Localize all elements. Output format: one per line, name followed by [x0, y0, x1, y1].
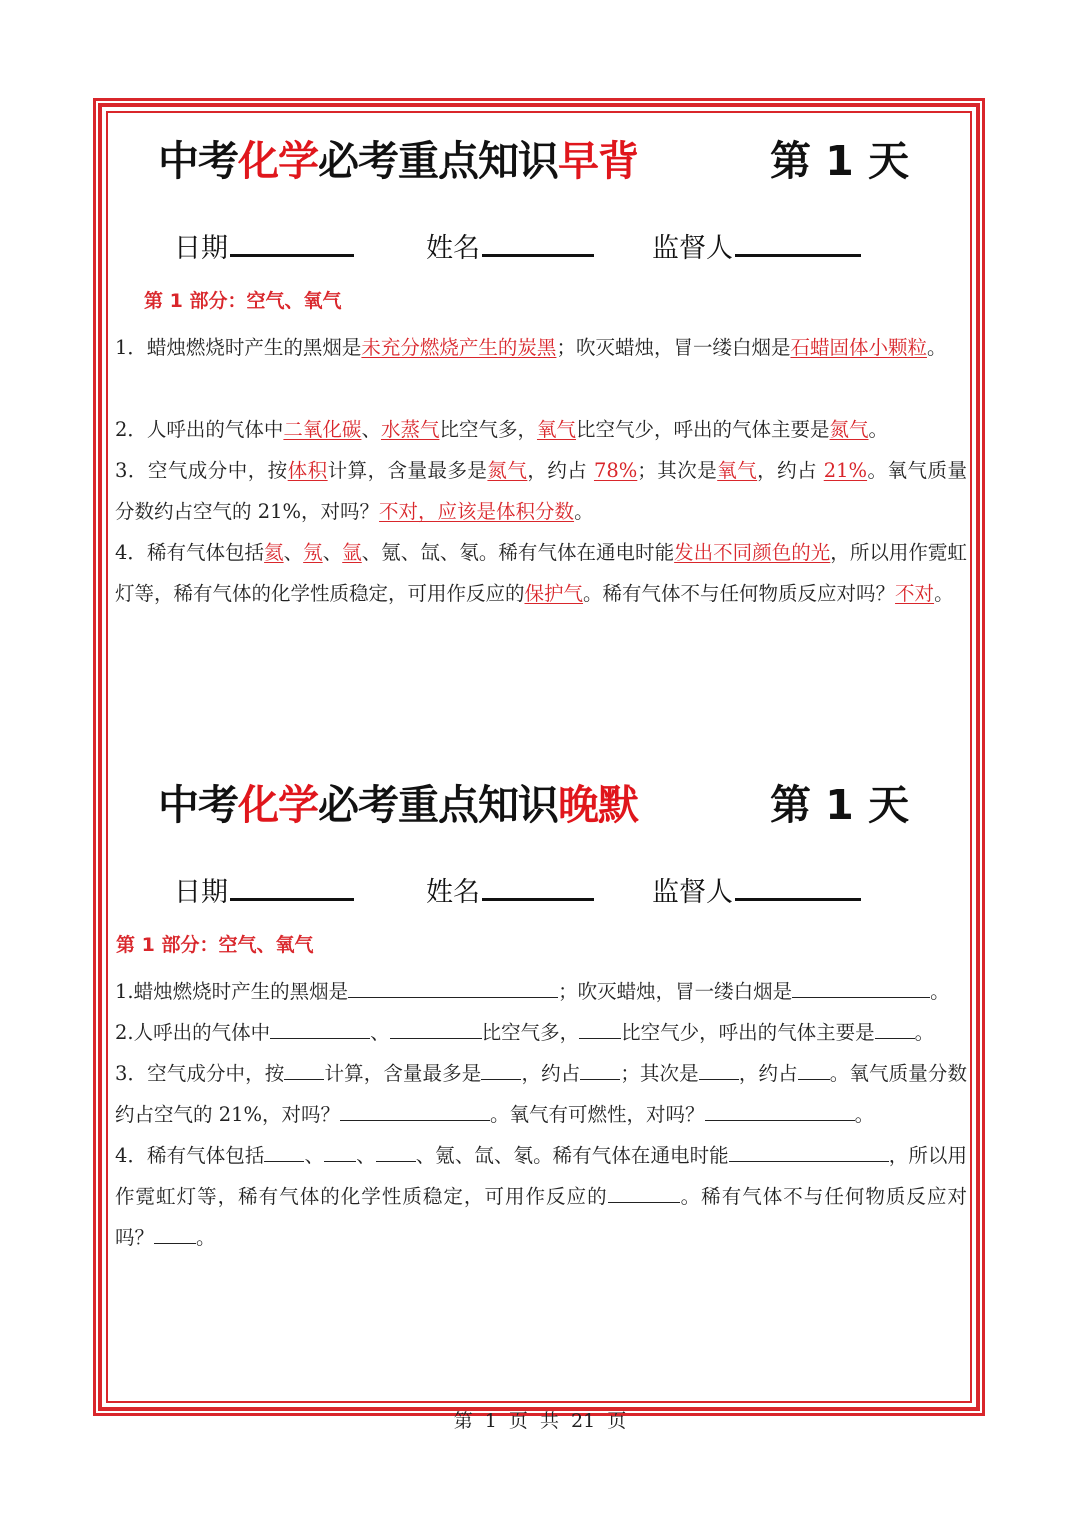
answer-blank[interactable] [390, 1020, 482, 1039]
morning-q3: 3．空气成分中，按体积计算，含量最多是氮气，约占 78%；其次是氧气，约占 21%。氧气质量分数约占空气的 21%，对吗？不对，应该是体积分数。 [115, 459, 967, 523]
morning-section-heading: 第 1 部分：空气、氧气 [144, 290, 342, 312]
evening-q4: 4．稀有气体包括 、 、 、氪、氙、氡。稀有气体在通电时能 ，所以用作霓虹灯等，稀有气体的化学性质稳定，可用作反应的 。稀有气体不与任何物质反应对吗？ 。 [115, 1144, 967, 1249]
morning-fields-row [0, 226, 1080, 266]
evening-supervisor-field[interactable]: 监督人 [652, 870, 861, 909]
answer-blank[interactable] [875, 1020, 915, 1039]
answer-blank[interactable] [608, 1184, 680, 1203]
answer-blank[interactable] [154, 1225, 196, 1244]
morning-q2: 2．人呼出的气体中二氧化碳、水蒸气比空气多，氧气比空气少，呼出的气体主要是氮气。 [115, 418, 889, 441]
answer-blank[interactable] [376, 1143, 416, 1162]
answer-blank[interactable] [340, 1102, 490, 1121]
answer-blank[interactable] [729, 1143, 889, 1162]
evening-title: 中考化学必考重点知识晚默 [158, 781, 638, 829]
morning-name-field[interactable]: 姓名 [426, 226, 594, 265]
answer-blank[interactable] [699, 1061, 739, 1080]
evening-title-row [0, 772, 1080, 832]
answer-blank[interactable] [481, 1061, 521, 1080]
page-footer: 第 1 页 共 21 页 [453, 1410, 627, 1432]
evening-day-label: 第 1 天 [770, 781, 910, 829]
morning-q4: 4．稀有气体包括氦、氖、氩、氪、氙、氡。稀有气体在通电时能发出不同颜色的光，所以用作霓虹灯等，稀有气体的化学性质稳定，可用作反应的保护气。稀有气体不与任何物质反应对吗？不对。 [115, 541, 967, 605]
answer-blank[interactable] [705, 1102, 855, 1121]
answer-blank[interactable] [798, 1061, 830, 1080]
evening-name-field[interactable]: 姓名 [426, 870, 594, 909]
answer-blank[interactable] [284, 1061, 324, 1080]
morning-date-field[interactable]: 日期 [174, 226, 354, 265]
evening-q1: 1.蜡烛燃烧时产生的黑烟是 ；吹灭蜡烛，冒一缕白烟是 。 [115, 980, 950, 1003]
morning-title: 中考化学必考重点知识早背 [158, 137, 638, 185]
answer-blank[interactable] [792, 979, 930, 998]
answer-blank[interactable] [324, 1143, 356, 1162]
answer-blank[interactable] [348, 979, 558, 998]
answer-blank[interactable] [264, 1143, 304, 1162]
morning-title-row [0, 128, 1080, 188]
answer-blank[interactable] [580, 1061, 620, 1080]
answer-blank[interactable] [270, 1020, 370, 1039]
evening-q3: 3．空气成分中，按 计算，含量最多是 ，约占 ；其次是 ，约占 。氧气质量分数约占空气的 21%，对吗？ 。氧气有可燃性，对吗？ 。 [115, 1062, 967, 1126]
evening-q2: 2.人呼出的气体中 、 比空气多， 比空气少，呼出的气体主要是 。 [115, 1021, 935, 1044]
morning-q1: 1．蜡烛燃烧时产生的黑烟是未充分燃烧产生的炭黑；吹灭蜡烛，冒一缕白烟是石蜡固体小颗粒。 [115, 336, 947, 359]
evening-section-heading: 第 1 部分：空气、氧气 [116, 934, 314, 956]
morning-day-label: 第 1 天 [770, 137, 910, 185]
evening-date-field[interactable]: 日期 [174, 870, 354, 909]
evening-fields-row [0, 870, 1080, 910]
morning-supervisor-field[interactable]: 监督人 [652, 226, 861, 265]
answer-blank[interactable] [579, 1020, 621, 1039]
